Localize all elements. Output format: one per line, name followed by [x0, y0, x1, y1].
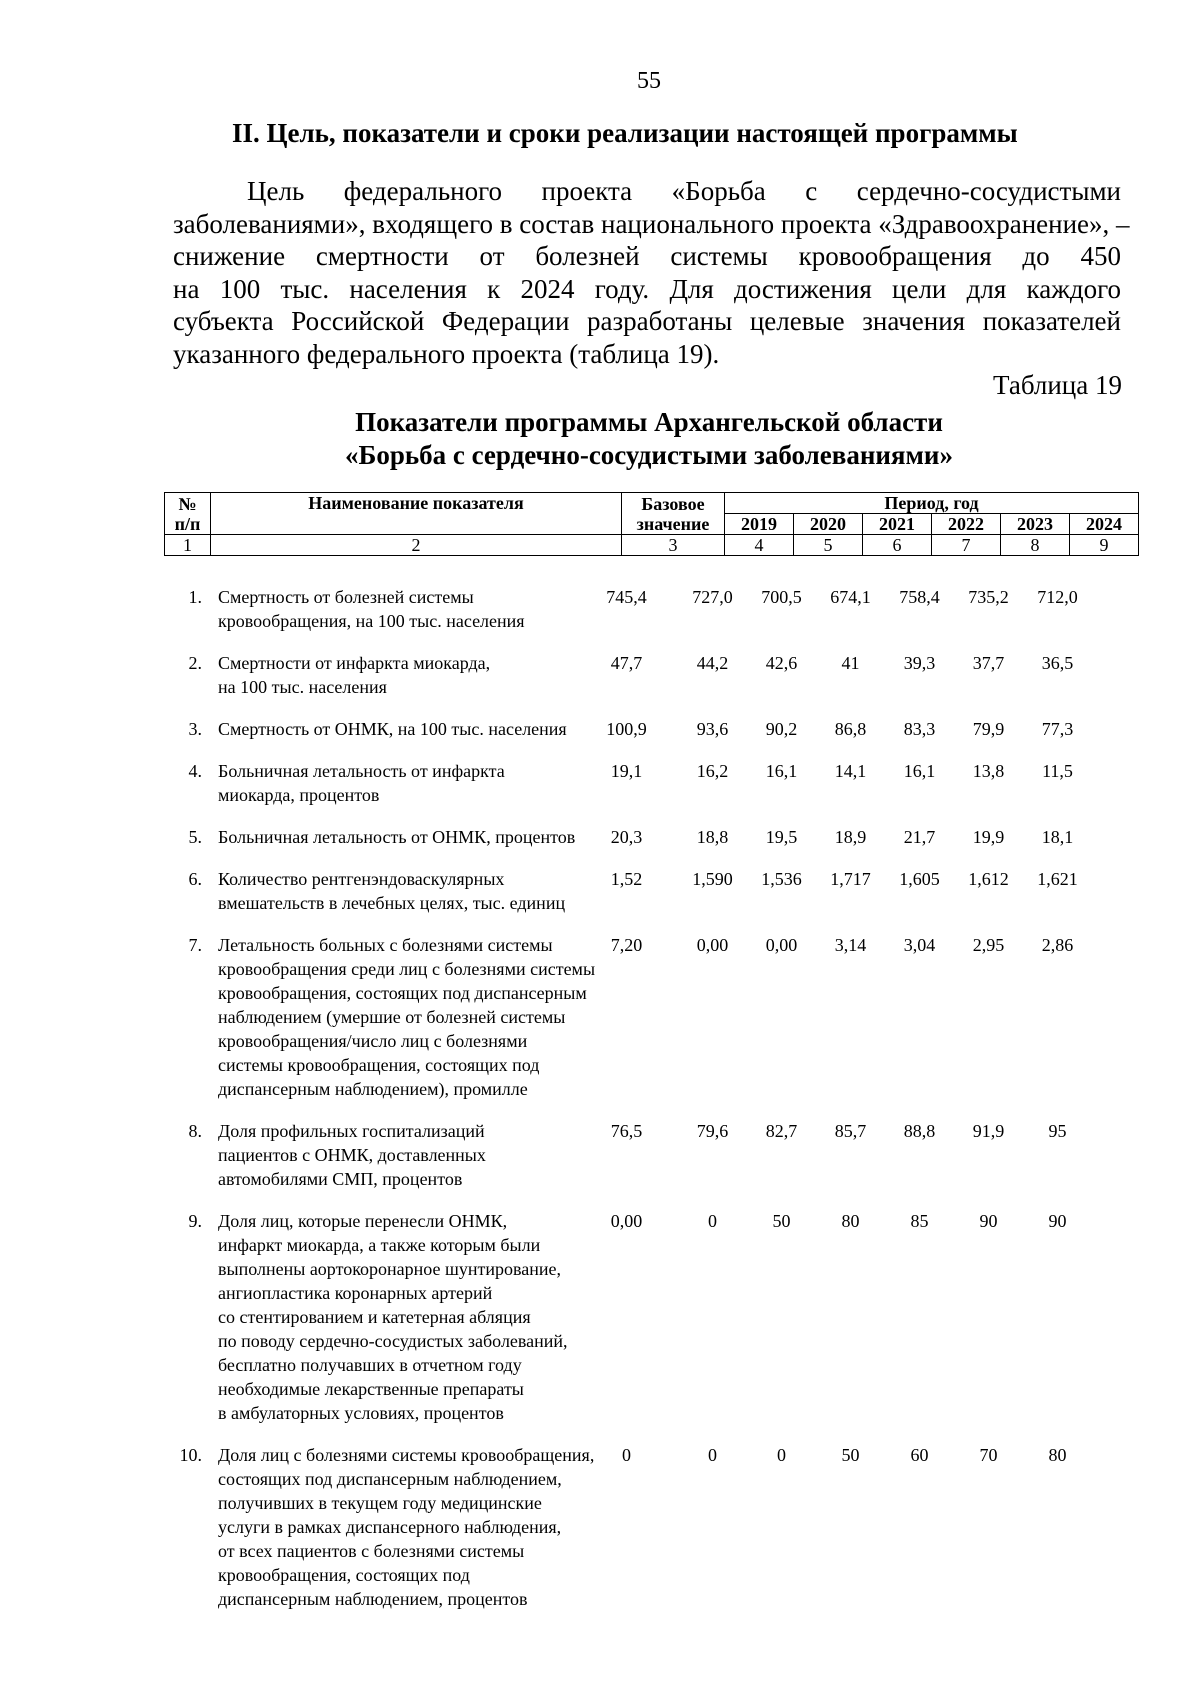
indicator-name-line: кровообращения, состоящих под диспансерным — [218, 983, 587, 1003]
indicator-name-line: со стентированием и катетерная абляция — [218, 1307, 531, 1327]
table-header — [164, 492, 1139, 556]
year-value: 77,3 — [1041, 719, 1074, 739]
year-value: 82,7 — [765, 1121, 798, 1141]
indicator-name-line: кровообращения, состоящих под — [218, 1565, 470, 1585]
indicator-name-line: диспансерным наблюдением), промилле — [218, 1079, 528, 1099]
table-row — [164, 759, 1140, 807]
year-value: 0 — [708, 1211, 717, 1231]
table-row — [164, 825, 1140, 849]
year-value: 13,8 — [972, 761, 1005, 781]
header-year: 2019 — [725, 514, 794, 535]
year-value: 727,0 — [692, 587, 733, 607]
year-value: 83,3 — [903, 719, 936, 739]
row-number: 7. — [188, 935, 202, 955]
row-number: 9. — [188, 1211, 202, 1231]
base-value: 745,4 — [606, 587, 647, 607]
indicator-name-line: Доля профильных госпитализаций — [218, 1121, 485, 1141]
table-row — [164, 1119, 1140, 1191]
col-number: 8 — [1001, 535, 1070, 556]
year-value: 90,2 — [765, 719, 798, 739]
row-number: 5. — [188, 827, 202, 847]
indicator-name-line: Количество рентгенэндоваскулярных — [218, 869, 505, 889]
year-value: 93,6 — [696, 719, 729, 739]
col-number: 5 — [794, 535, 863, 556]
indicator-name-line: вмешательств в лечебных целях, тыс. единиц — [218, 893, 566, 913]
table-row — [164, 1443, 1140, 1611]
year-value: 758,4 — [899, 587, 940, 607]
indicator-name-line: Смертность от ОНМК, на 100 тыс. населения — [218, 719, 567, 739]
indicator-name-line: Летальность больных с болезнями системы — [218, 935, 553, 955]
year-value: 14,1 — [834, 761, 867, 781]
year-value: 0 — [708, 1445, 717, 1465]
row-number: 3. — [188, 719, 202, 739]
header-year: 2022 — [932, 514, 1001, 535]
year-value: 712,0 — [1037, 587, 1078, 607]
year-value: 3,14 — [834, 935, 867, 955]
indicator-name-line: бесплатно получавших в отчетном году — [218, 1355, 522, 1375]
header-year: 2023 — [1001, 514, 1070, 535]
year-value: 50 — [841, 1445, 860, 1465]
base-value: 0 — [622, 1445, 631, 1465]
indicator-name — [210, 933, 596, 1101]
base-value: 1,52 — [610, 869, 643, 889]
base-value: 7,20 — [610, 935, 643, 955]
indicator-name-line: необходимые лекарственные препараты — [218, 1379, 524, 1399]
year-value: 70 — [979, 1445, 998, 1465]
row-number: 8. — [188, 1121, 202, 1141]
indicator-name — [210, 867, 575, 915]
indicator-name-line: выполнены аортокоронарное шунтирование, — [218, 1259, 561, 1279]
intro-line: Цель федерального проекта «Борьба с сердечно-сосудистыми — [247, 176, 1121, 206]
year-value: 16,1 — [765, 761, 798, 781]
indicator-name — [210, 1209, 575, 1425]
indicator-name-line: миокарда, процентов — [218, 785, 380, 805]
year-value: 1,590 — [692, 869, 733, 889]
row-number: 6. — [188, 869, 202, 889]
indicator-name-line: пациентов с ОНМК, доставленных — [218, 1145, 486, 1165]
row-number: 2. — [188, 653, 202, 673]
col-number: 4 — [725, 535, 794, 556]
indicator-name-line: кровообращения среди лиц с болезнями системы — [218, 959, 596, 979]
col-number: 2 — [211, 535, 622, 556]
indicator-name-line: от всех пациентов с болезнями системы — [218, 1541, 525, 1561]
year-value: 36,5 — [1041, 653, 1074, 673]
row-number: 10. — [179, 1445, 202, 1465]
indicator-name-line: в амбулаторных условиях, процентов — [218, 1403, 504, 1423]
header-period: Период, год — [725, 493, 1139, 514]
year-value: 19,9 — [972, 827, 1005, 847]
indicator-name-line: Больничная летальность от ОНМК, процентов — [218, 827, 576, 847]
indicator-name-line: Смертности от инфаркта миокарда, — [218, 653, 491, 673]
year-value: 1,605 — [899, 869, 940, 889]
table-title-line: «Борьба с сердечно-сосудистыми заболеваниями» — [344, 440, 953, 470]
year-value: 1,536 — [761, 869, 802, 889]
header-base: Базовое значение — [622, 493, 725, 535]
table-row — [164, 933, 1140, 1101]
indicator-name-line: получивших в текущем году медицинские — [218, 1493, 542, 1513]
year-value: 85 — [910, 1211, 929, 1231]
indicator-name — [210, 825, 575, 849]
indicator-name — [210, 1119, 575, 1191]
indicator-name — [210, 651, 575, 699]
base-value: 47,7 — [610, 653, 643, 673]
intro-paragraph — [173, 175, 1130, 371]
year-value: 0 — [777, 1445, 786, 1465]
indicator-name — [210, 717, 575, 741]
year-value: 1,717 — [830, 869, 871, 889]
indicator-name-line: автомобилями СМП, процентов — [218, 1169, 463, 1189]
year-value: 41 — [841, 653, 860, 673]
year-value: 18,9 — [834, 827, 867, 847]
year-value: 90 — [979, 1211, 998, 1231]
base-value: 76,5 — [610, 1121, 643, 1141]
year-value: 85,7 — [834, 1121, 867, 1141]
year-value: 44,2 — [696, 653, 729, 673]
year-value: 0,00 — [765, 935, 798, 955]
indicator-name-line: инфаркт миокарда, а также которым были — [218, 1235, 541, 1255]
year-value: 88,8 — [903, 1121, 936, 1141]
base-value: 19,1 — [610, 761, 643, 781]
table-row — [164, 717, 1140, 741]
row-number: 1. — [188, 587, 202, 607]
year-value: 19,5 — [765, 827, 798, 847]
table-row — [164, 651, 1140, 699]
year-value: 80 — [841, 1211, 860, 1231]
header-year: 2020 — [794, 514, 863, 535]
year-value: 79,9 — [972, 719, 1005, 739]
year-value: 1,612 — [968, 869, 1009, 889]
year-value: 2,95 — [972, 935, 1005, 955]
year-value: 2,86 — [1041, 935, 1074, 955]
indicator-name-line: Доля лиц с болезнями системы кровообращения, — [218, 1445, 595, 1465]
col-number: 6 — [863, 535, 932, 556]
indicator-name-line: по поводу сердечно-сосудистых заболеваний, — [218, 1331, 568, 1351]
year-value: 16,1 — [903, 761, 936, 781]
table-row — [164, 585, 1140, 633]
indicator-name — [210, 1443, 595, 1611]
year-value: 0,00 — [696, 935, 729, 955]
intro-line: снижение смертности от болезней системы кровообращения до 450 — [173, 241, 1121, 272]
header-year: 2024 — [1070, 514, 1139, 535]
indicator-name-line: на 100 тыс. населения — [218, 677, 387, 697]
base-value: 0,00 — [610, 1211, 643, 1231]
table-title-line: Показатели программы Архангельской области — [355, 407, 943, 437]
year-value: 18,8 — [696, 827, 729, 847]
year-value: 95 — [1048, 1121, 1067, 1141]
col-number: 3 — [622, 535, 725, 556]
year-value: 700,5 — [761, 587, 802, 607]
year-value: 80 — [1048, 1445, 1067, 1465]
year-value: 21,7 — [903, 827, 936, 847]
col-number: 9 — [1070, 535, 1139, 556]
indicator-name-line: ангиопластика коронарных артерий — [218, 1283, 493, 1303]
year-value: 79,6 — [696, 1121, 729, 1141]
year-value: 16,2 — [696, 761, 729, 781]
header-name: Наименование показателя — [211, 493, 622, 535]
col-number: 1 — [165, 535, 211, 556]
year-value: 60 — [910, 1445, 929, 1465]
indicator-name-line: Смертность от болезней системы — [218, 587, 474, 607]
year-value: 37,7 — [972, 653, 1005, 673]
section-title: II. Цель, показатели и сроки реализации настоящей программы — [232, 118, 1018, 148]
year-value: 3,04 — [903, 935, 936, 955]
header-year: 2021 — [863, 514, 932, 535]
table-title — [0, 406, 1200, 472]
indicator-name-line: услуги в рамках диспансерного наблюдения, — [218, 1517, 562, 1537]
year-value: 50 — [772, 1211, 791, 1231]
year-value: 91,9 — [972, 1121, 1005, 1141]
indicator-name-line: диспансерным наблюдением, процентов — [218, 1589, 528, 1609]
table-number: Таблица 19 — [993, 370, 1122, 400]
col-number: 7 — [932, 535, 1001, 556]
indicator-name-line: системы кровообращения, состоящих под — [218, 1055, 540, 1075]
table-row — [164, 1209, 1140, 1425]
indicator-name-line: наблюдением (умершие от болезней системы — [218, 1007, 566, 1027]
year-value: 39,3 — [903, 653, 936, 673]
year-value: 42,6 — [765, 653, 798, 673]
indicator-name-line: состоящих под диспансерным наблюдением, — [218, 1469, 562, 1489]
indicator-name — [210, 585, 575, 633]
indicator-name-line: Доля лиц, которые перенесли ОНМК, — [218, 1211, 508, 1231]
year-value: 18,1 — [1041, 827, 1074, 847]
row-number: 4. — [188, 761, 202, 781]
year-value: 86,8 — [834, 719, 867, 739]
indicator-name-line: Больничная летальность от инфаркта — [218, 761, 505, 781]
year-value: 1,621 — [1037, 869, 1078, 889]
intro-line: заболеваниями», входящего в состав национального проекта «Здравоохранение», – — [173, 208, 1130, 239]
intro-line: субъекта Российской Федерации разработаны целевые значения показателей — [173, 306, 1121, 337]
indicator-name — [210, 759, 575, 807]
base-value: 20,3 — [610, 827, 643, 847]
table-row — [164, 867, 1140, 915]
header-no: № п/п — [165, 493, 211, 535]
base-value: 100,9 — [606, 719, 647, 739]
page-number: 55 — [637, 68, 661, 94]
year-value: 735,2 — [968, 587, 1009, 607]
year-value: 90 — [1048, 1211, 1067, 1231]
table-body — [164, 585, 1140, 1629]
intro-line: на 100 тыс. населения к 2024 году. Для достижения цели для каждого — [173, 273, 1121, 304]
intro-line: указанного федерального проекта (таблица 19). — [173, 338, 720, 369]
year-value: 674,1 — [830, 587, 871, 607]
indicator-name-line: кровообращения/число лиц с болезнями — [218, 1031, 528, 1051]
year-value: 11,5 — [1042, 761, 1073, 781]
indicator-name-line: кровообращения, на 100 тыс. населения — [218, 611, 525, 631]
